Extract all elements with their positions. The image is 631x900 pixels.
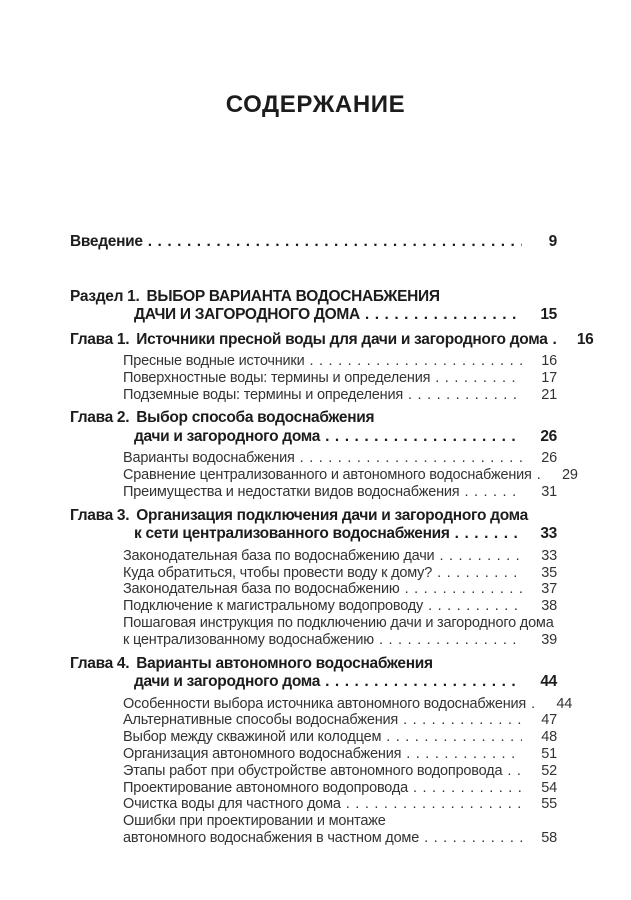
- page-number: 16: [541, 353, 557, 369]
- chapter-3-subentries: [70, 548, 557, 649]
- dot-leader: [435, 370, 522, 387]
- entry-label: Ошибки при проектировании и монтаже: [123, 813, 386, 830]
- subentry-line-1: [70, 615, 557, 632]
- entry-label-continuation: к централизованному водоснабжению: [123, 631, 374, 648]
- page-number: 29: [561, 467, 578, 484]
- entry-label: Пошаговая инструкция по подключению дачи и загородного дома: [123, 614, 554, 631]
- toc-entry-chapter-4: [70, 654, 573, 847]
- entry-label: Куда обратиться, чтобы провести воду к дому?: [123, 564, 433, 581]
- toc-subentry: [70, 746, 557, 763]
- dot-leader: [386, 729, 522, 746]
- page-number: 31: [541, 483, 557, 500]
- toc-subentry: [70, 370, 557, 387]
- toc-subentry: [70, 387, 557, 404]
- toc-entry-section-1: [70, 288, 557, 325]
- dot-leader: [300, 450, 522, 467]
- toc-subentry-multiline: [70, 615, 557, 649]
- dot-leader: [439, 548, 522, 565]
- page-number: 9: [548, 233, 557, 250]
- entry-prefix: Раздел 1.: [70, 287, 140, 305]
- page-number: 48: [541, 729, 557, 746]
- chapter-line-2: [70, 673, 557, 692]
- entry-label: Законодательная база по водоснабжению: [123, 581, 400, 598]
- dot-leader: [455, 525, 522, 544]
- chapter-line-2: [70, 525, 557, 544]
- entry-label: Очистка воды для частного дома: [123, 796, 341, 813]
- page-number: 52: [541, 762, 557, 779]
- entry-label-continuation: дачи и загородного дома: [134, 673, 321, 691]
- page-number: 26: [540, 427, 557, 445]
- dot-leader: [507, 763, 522, 780]
- dot-leader: [405, 581, 522, 598]
- dot-leader: [365, 306, 522, 325]
- subentry-line-1: [70, 813, 557, 830]
- chapter-line-2: [70, 428, 557, 447]
- page-number: 58: [541, 829, 557, 846]
- dot-leader: [148, 233, 522, 252]
- entry-prefix: Глава 3.: [70, 506, 130, 524]
- entry-label: Законодательная база по водоснабжению дачи: [123, 547, 435, 564]
- entry-label: Организация подключения дачи и загородного дома: [136, 506, 528, 524]
- entry-label: Выбор способа водоснабжения: [136, 409, 375, 427]
- page-number: 54: [541, 779, 557, 796]
- chapter-line-1: [70, 409, 557, 428]
- entry-prefix: Глава 1.: [70, 330, 130, 348]
- toc-subentry: [70, 467, 578, 484]
- entry-label: Альтернативные способы водоснабжения: [123, 712, 399, 729]
- toc-subentry: [70, 581, 557, 598]
- entry-prefix: Глава 4.: [70, 654, 130, 672]
- dot-leader: [403, 712, 522, 729]
- page-number: 26: [541, 450, 557, 467]
- toc-subentry: [70, 729, 557, 746]
- dot-leader: [464, 484, 522, 501]
- toc-entry-chapter-2: [70, 409, 578, 500]
- entry-label: Введение: [70, 233, 143, 250]
- chapter-1-subentries: [70, 353, 557, 403]
- entry-label: Организация автономного водоснабжения: [123, 745, 402, 762]
- page-number: 33: [541, 547, 557, 564]
- dot-leader: [424, 830, 522, 847]
- table-of-contents: [70, 233, 594, 847]
- page-number: 35: [541, 564, 557, 581]
- section-line-1: [70, 288, 557, 307]
- chapter-4-subentries: [70, 695, 573, 847]
- toc-subentry: [70, 450, 557, 467]
- page-title: СОДЕРЖАНИЕ: [225, 91, 406, 118]
- entry-label-continuation: к сети централизованного водоснабжения: [134, 525, 450, 543]
- entry-label: Источники пресной воды для дачи и загородного дома: [136, 330, 548, 348]
- toc-entry-chapter-3: [70, 507, 557, 649]
- subentry-line-2: [70, 830, 557, 847]
- entry-label: ВЫБОР ВАРИАНТА ВОДОСНАБЖЕНИЯ: [146, 287, 440, 305]
- page-number: 15: [540, 306, 557, 323]
- entry-label: Этапы работ при обустройстве автономного водопровода: [123, 762, 503, 779]
- entry-label: Поверхностные воды: термины и определения: [123, 369, 431, 386]
- entry-label-continuation: ДАЧИ И ЗАГОРОДНОГО ДОМА: [134, 306, 360, 323]
- page-number: 38: [541, 598, 557, 615]
- page-number: 39: [541, 631, 557, 648]
- toc-subentry-multiline: [70, 813, 557, 847]
- page-number: 44: [556, 695, 573, 712]
- dot-leader: [309, 353, 522, 370]
- entry-label: Выбор между скважиной или колодцем: [123, 729, 382, 746]
- entry-label: Проектирование автономного водопровода: [123, 779, 408, 796]
- dot-leader: [437, 565, 522, 582]
- dot-leader: [408, 387, 522, 404]
- dot-leader: [537, 467, 543, 484]
- page-number: 47: [541, 712, 557, 729]
- entry-label: Преимущества и недостатки видов водоснабжения: [123, 483, 460, 500]
- entry-prefix: Глава 2.: [70, 409, 130, 427]
- entry-label: Подключение к магистральному водопроводу: [123, 598, 424, 615]
- toc-subentry: [70, 484, 557, 501]
- page-number: 44: [540, 673, 557, 691]
- chapter-line: [70, 330, 594, 350]
- page-number: 37: [541, 581, 557, 598]
- toc-subentry: [70, 565, 557, 582]
- dot-leader: [406, 746, 522, 763]
- toc-subentry: [70, 548, 557, 565]
- entry-label: Пресные водные источники: [123, 353, 305, 369]
- page-number: 16: [576, 330, 594, 348]
- dot-leader: [428, 598, 522, 615]
- page-number: 51: [541, 745, 557, 762]
- toc-subentry: [70, 780, 557, 797]
- entry-label-continuation: дачи и загородного дома: [134, 427, 321, 445]
- page-number: 21: [541, 386, 557, 403]
- toc-subentry: [70, 353, 557, 370]
- entry-label: Сравнение централизованного и автономного водоснабжения: [123, 467, 532, 484]
- entry-label-continuation: автономного водоснабжения в частном доме: [123, 829, 420, 846]
- toc-subentry: [70, 796, 557, 813]
- entry-label: Особенности выбора источника автономного водоснабжения: [123, 695, 527, 712]
- chapter-line-1: [70, 655, 557, 674]
- toc-subentry: [70, 763, 557, 780]
- dot-leader: [346, 796, 522, 813]
- toc-subentry: [70, 598, 557, 615]
- subentry-line-2: [70, 632, 557, 649]
- dot-leader: [325, 673, 522, 692]
- entry-label: Варианты водоснабжения: [123, 450, 295, 467]
- toc-subentry: [70, 695, 573, 713]
- toc-subentry: [70, 712, 557, 729]
- toc-entry-introduction: [70, 233, 557, 252]
- dot-leader: [379, 632, 522, 649]
- page-number: 55: [541, 796, 557, 813]
- page-number: 17: [541, 369, 557, 386]
- entry-label: Варианты автономного водоснабжения: [136, 654, 433, 672]
- section-line-2: [70, 306, 557, 325]
- dot-leader: [553, 331, 559, 350]
- chapter-line-1: [70, 507, 557, 526]
- toc-entry-chapter-1: [70, 330, 594, 404]
- dot-leader: [531, 696, 537, 713]
- dot-leader: [413, 780, 522, 797]
- page-number: 33: [540, 525, 557, 543]
- chapter-2-subentries: [70, 450, 578, 500]
- dot-leader: [325, 428, 522, 447]
- entry-label: Подземные воды: термины и определения: [123, 386, 404, 403]
